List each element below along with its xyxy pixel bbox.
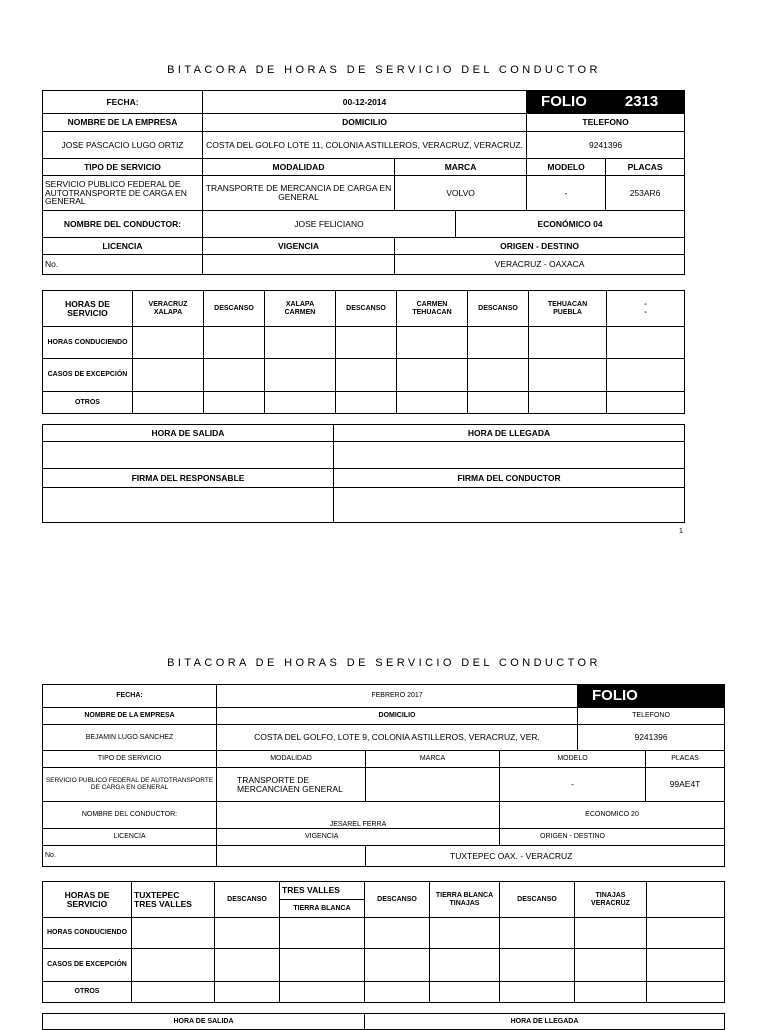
entry-cell[interactable] [215,949,280,982]
entry-cell[interactable] [265,392,336,414]
row-label: OTROS [43,392,133,414]
log2-times-table [42,1013,725,1030]
descanso-header: DESCANSO [500,882,575,918]
entry-cell[interactable] [204,392,265,414]
firma-responsable-label: FIRMA DEL RESPONSABLE [43,469,334,488]
route-cell [133,291,204,327]
firma-conductor-field[interactable] [334,488,685,523]
row-label: CASOS DE EXCEPCIÓN [43,359,133,392]
route-destination: TEHUACAN [412,308,452,316]
descanso-header: DESCANSO [215,882,280,918]
route-cell [265,291,336,327]
empresa-value: BEJAMIN LUGO SANCHEZ [43,725,217,751]
modelo-value: - [527,176,606,211]
log2-title: BITACORA DE HORAS DE SERVICIO DEL CONDUCTOR [167,657,601,669]
modalidad-value: TRANSPORTE DE MERCANCIAEN GENERAL [217,768,366,802]
entry-cell[interactable] [575,982,647,1003]
marca-label: MARCA [366,751,500,768]
llegada-label: HORA DE LLEGADA [365,1014,725,1030]
telefono-label: TELEFONO [578,708,725,725]
log1-times-table [42,424,685,523]
page-number: 1 [679,528,683,535]
telefono-label: TELEFONO [527,114,685,132]
log1-header-table [42,90,685,275]
fecha-label: FECHA: [43,685,217,708]
entry-cell[interactable] [133,359,204,392]
route-origin: TRES VALLES [280,882,364,900]
entry-cell[interactable] [468,359,529,392]
entry-cell[interactable] [430,918,500,949]
folio-box [578,685,725,708]
entry-cell[interactable] [500,982,575,1003]
marca-value: VOLVO [395,176,527,211]
llegada-field[interactable] [334,442,685,469]
entry-cell[interactable] [647,918,725,949]
vigencia-label: VIGENCIA [203,238,395,255]
row-label: OTROS [43,982,132,1003]
vigencia-value [203,255,395,275]
telefono-value: 9241396 [578,725,725,751]
route-destination: TIERRA BLANCA [293,904,351,912]
folio-box [527,91,685,114]
horas-label: HORAS DE SERVICIO [43,291,133,327]
entry-cell[interactable] [265,327,336,359]
entry-cell[interactable] [607,359,685,392]
fecha-label: FECHA: [43,91,203,114]
llegada-label: HORA DE LLEGADA [334,425,685,442]
route-cell [647,882,725,918]
modelo-label: MODELO [527,159,606,176]
economico-value: ECONOMICO 20 [500,802,725,829]
route-origin: TEHUACAN [547,301,588,309]
salida-label: HORA DE SALIDA [43,1014,365,1030]
entry-cell[interactable] [430,949,500,982]
origen-value: VERACRUZ - OAXACA [395,255,685,275]
entry-cell[interactable] [365,949,430,982]
entry-cell[interactable] [607,392,685,414]
entry-cell[interactable] [575,949,647,982]
entry-cell[interactable] [280,949,365,982]
route-origin: XALAPA [285,301,315,309]
route-cell [430,882,500,918]
route-origin: TINAJAS [595,892,626,900]
log2-header-table [42,684,725,867]
entry-cell[interactable] [336,359,397,392]
domicilio-label: DOMICILIO [203,114,527,132]
marca-label: MARCA [395,159,527,176]
tipo-value: SERVICIO PUBLICO FEDERAL DE AUTOTRANSPORTE DE CARGA EN GENERAL [43,768,217,802]
route-origin: CARMEN [416,301,448,309]
entry-cell[interactable] [397,327,468,359]
licencia-label: LICENCIA [43,829,217,846]
route-origin: VERACRUZ [148,301,188,309]
entry-cell[interactable] [336,392,397,414]
no-label: No. [43,846,217,867]
salida-label: HORA DE SALIDA [43,425,334,442]
no-label: No. [43,255,203,275]
entry-cell[interactable] [365,918,430,949]
telefono-value: 9241396 [527,132,685,159]
route-destination: PUEBLA [553,308,582,316]
tipo-value: SERVICIO PUBLICO FEDERAL DE AUTOTRANSPORTE DE CARGA EN GENERAL [43,176,203,211]
route-cell [575,882,647,918]
conductor-label: NOMBRE DEL CONDUCTOR: [43,802,217,829]
entry-cell[interactable] [397,359,468,392]
log2-hours-table [42,881,725,1003]
entry-cell[interactable] [204,359,265,392]
descanso-header: DESCANSO [336,291,397,327]
entry-cell[interactable] [397,392,468,414]
route-destination: TRES VALLES [134,898,192,909]
row-label: HORAS CONDUCIENDO [43,327,133,359]
marca-value [366,768,500,802]
entry-cell[interactable] [280,918,365,949]
entry-cell[interactable] [500,918,575,949]
route-origin: TIERRA BLANCA [435,892,494,900]
placas-value: 253AR6 [606,176,685,211]
descanso-header: DESCANSO [204,291,265,327]
placas-label: PLACAS [606,159,685,176]
route-cell [280,882,365,918]
origen-value: TUXTEPEC OAX. - VERACRUZ [366,846,725,867]
entry-cell[interactable] [430,982,500,1003]
origen-label: ORIGEN - DESTINO [500,829,725,846]
conductor-value: JESAREL FERRA [217,802,500,829]
folio-label: FOLIO [592,687,638,705]
entry-cell[interactable] [132,949,215,982]
origen-label: ORIGEN - DESTINO [395,238,685,255]
route-destination: TINAJAS [449,899,480,907]
entry-cell[interactable] [468,327,529,359]
entry-cell[interactable] [529,359,607,392]
route-cell [529,291,607,327]
entry-cell[interactable] [468,392,529,414]
modelo-value: - [500,768,646,802]
entry-cell[interactable] [204,327,265,359]
entry-cell[interactable] [215,982,280,1003]
entry-cell[interactable] [280,982,365,1003]
modelo-label: MODELO [500,751,646,768]
licencia-label: LICENCIA [43,238,203,255]
folio-label: FOLIO [541,93,587,111]
horas-label: HORAS DE SERVICIO [43,882,132,918]
domicilio-label: DOMICILIO [217,708,578,725]
modalidad-value: TRANSPORTE DE MERCANCIA DE CARGA EN GENERAL [203,176,395,211]
route-destination: XALAPA [153,308,183,316]
route-destination: - [644,308,647,316]
fecha-value: 00-12-2014 [203,91,527,114]
entry-cell[interactable] [365,982,430,1003]
log1-title: BITACORA DE HORAS DE SERVICIO DEL CONDUCTOR [167,64,601,76]
entry-cell[interactable] [529,392,607,414]
placas-value: 99AE4T [646,768,725,802]
log1-hours-table [42,290,685,414]
route-destination: CARMEN [284,308,316,316]
vigencia-value [217,846,366,867]
fecha-value: FEBRERO 2017 [217,685,578,708]
empresa-label: NOMBRE DE LA EMPRESA [43,708,217,725]
row-label: CASOS DE EXCEPCIÓN [43,949,132,982]
route-destination: VERACRUZ [591,899,630,907]
route-cell [397,291,468,327]
entry-cell[interactable] [132,982,215,1003]
tipo-label: TIPO DE SERVICIO [43,159,203,176]
entry-cell[interactable] [647,982,725,1003]
modalidad-label: MODALIDAD [217,751,366,768]
entry-cell[interactable] [265,359,336,392]
placas-label: PLACAS [646,751,725,768]
route-cell [607,291,685,327]
entry-cell[interactable] [132,918,215,949]
row-label: HORAS CONDUCIENDO [43,918,132,949]
entry-cell[interactable] [607,327,685,359]
salida-field[interactable] [43,442,334,469]
domicilio-value: COSTA DEL GOLFO, LOTE 9, COLONIA ASTILLEROS, VERACRUZ, VER. [217,725,578,751]
economico-value: ECONÓMICO 04 [456,211,685,238]
conductor-label: NOMBRE DEL CONDUCTOR: [43,211,203,238]
entry-cell[interactable] [133,327,204,359]
entry-cell[interactable] [529,327,607,359]
descanso-header: DESCANSO [468,291,529,327]
entry-cell[interactable] [215,918,280,949]
modalidad-label: MODALIDAD [203,159,395,176]
entry-cell[interactable] [336,327,397,359]
empresa-value: JOSE PASCACIO LUGO ORTIZ [43,132,203,159]
conductor-value: JOSE FELICIANO [203,211,456,238]
entry-cell[interactable] [133,392,204,414]
descanso-header: DESCANSO [365,882,430,918]
domicilio-value: COSTA DEL GOLFO LOTE 11, COLONIA ASTILLEROS, VERACRUZ, VERACRUZ. [203,132,527,159]
folio-number: 2313 [624,93,659,111]
entry-cell[interactable] [500,949,575,982]
empresa-label: NOMBRE DE LA EMPRESA [43,114,203,132]
firma-responsable-field[interactable] [43,488,334,523]
route-origin: - [644,301,647,309]
tipo-label: TIPO DE SERVICIO [43,751,217,768]
vigencia-label: VIGENCIA [217,829,500,846]
firma-conductor-label: FIRMA DEL CONDUCTOR [334,469,685,488]
route-origin: TUXTEPEC [134,889,180,900]
route-cell [132,882,215,918]
entry-cell[interactable] [647,949,725,982]
entry-cell[interactable] [575,918,647,949]
